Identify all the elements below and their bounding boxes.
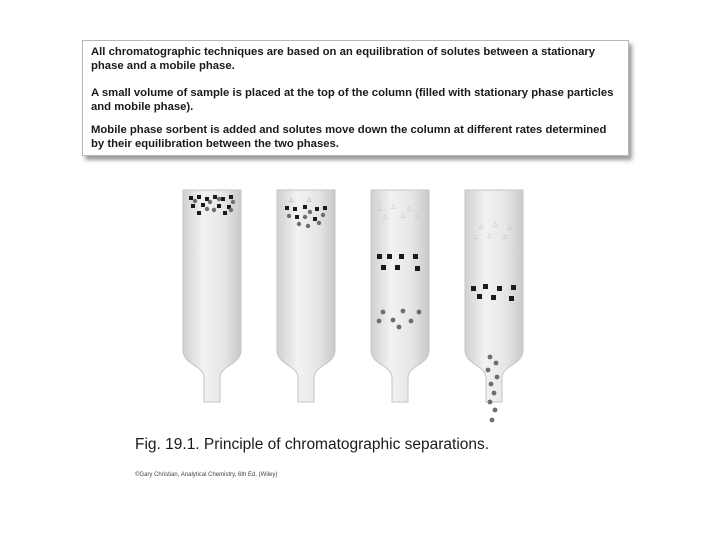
column-3	[371, 190, 429, 402]
svg-text:△: △	[507, 224, 512, 231]
paragraph-mobile-phase: Mobile phase sorbent is added and solutes move down the column at different rates determined by their equilibration between the two phases.	[91, 124, 607, 150]
figure-credit: ©Gary Christian, Analytical Chemistry, 6th Ed. (Wiley)	[135, 472, 278, 478]
svg-text:△: △	[473, 233, 478, 240]
svg-text:△: △	[377, 205, 382, 212]
svg-text:△: △	[415, 213, 420, 220]
column-2	[277, 190, 335, 402]
column-4	[465, 190, 523, 402]
svg-text:△: △	[307, 196, 312, 203]
svg-text:△: △	[391, 203, 396, 210]
svg-text:△: △	[493, 221, 498, 228]
column-1	[183, 190, 241, 402]
svg-text:△: △	[407, 205, 412, 212]
svg-text:△: △	[487, 232, 492, 239]
figure-caption: Fig. 19.1. Principle of chromatographic separations.	[135, 436, 490, 453]
svg-text:△: △	[289, 196, 294, 203]
svg-text:△: △	[383, 213, 388, 220]
paragraph-equilibration: All chromatographic techniques are based on an equilibration of solutes between a stationary phase and a mobile phase.	[91, 46, 596, 72]
svg-text:△: △	[479, 223, 484, 230]
paragraph-sample-placement: A small volume of sample is placed at the top of the column (filled with stationary phase particles and mobile phase).	[91, 87, 614, 113]
svg-text:△: △	[401, 212, 406, 219]
svg-text:△: △	[503, 233, 508, 240]
